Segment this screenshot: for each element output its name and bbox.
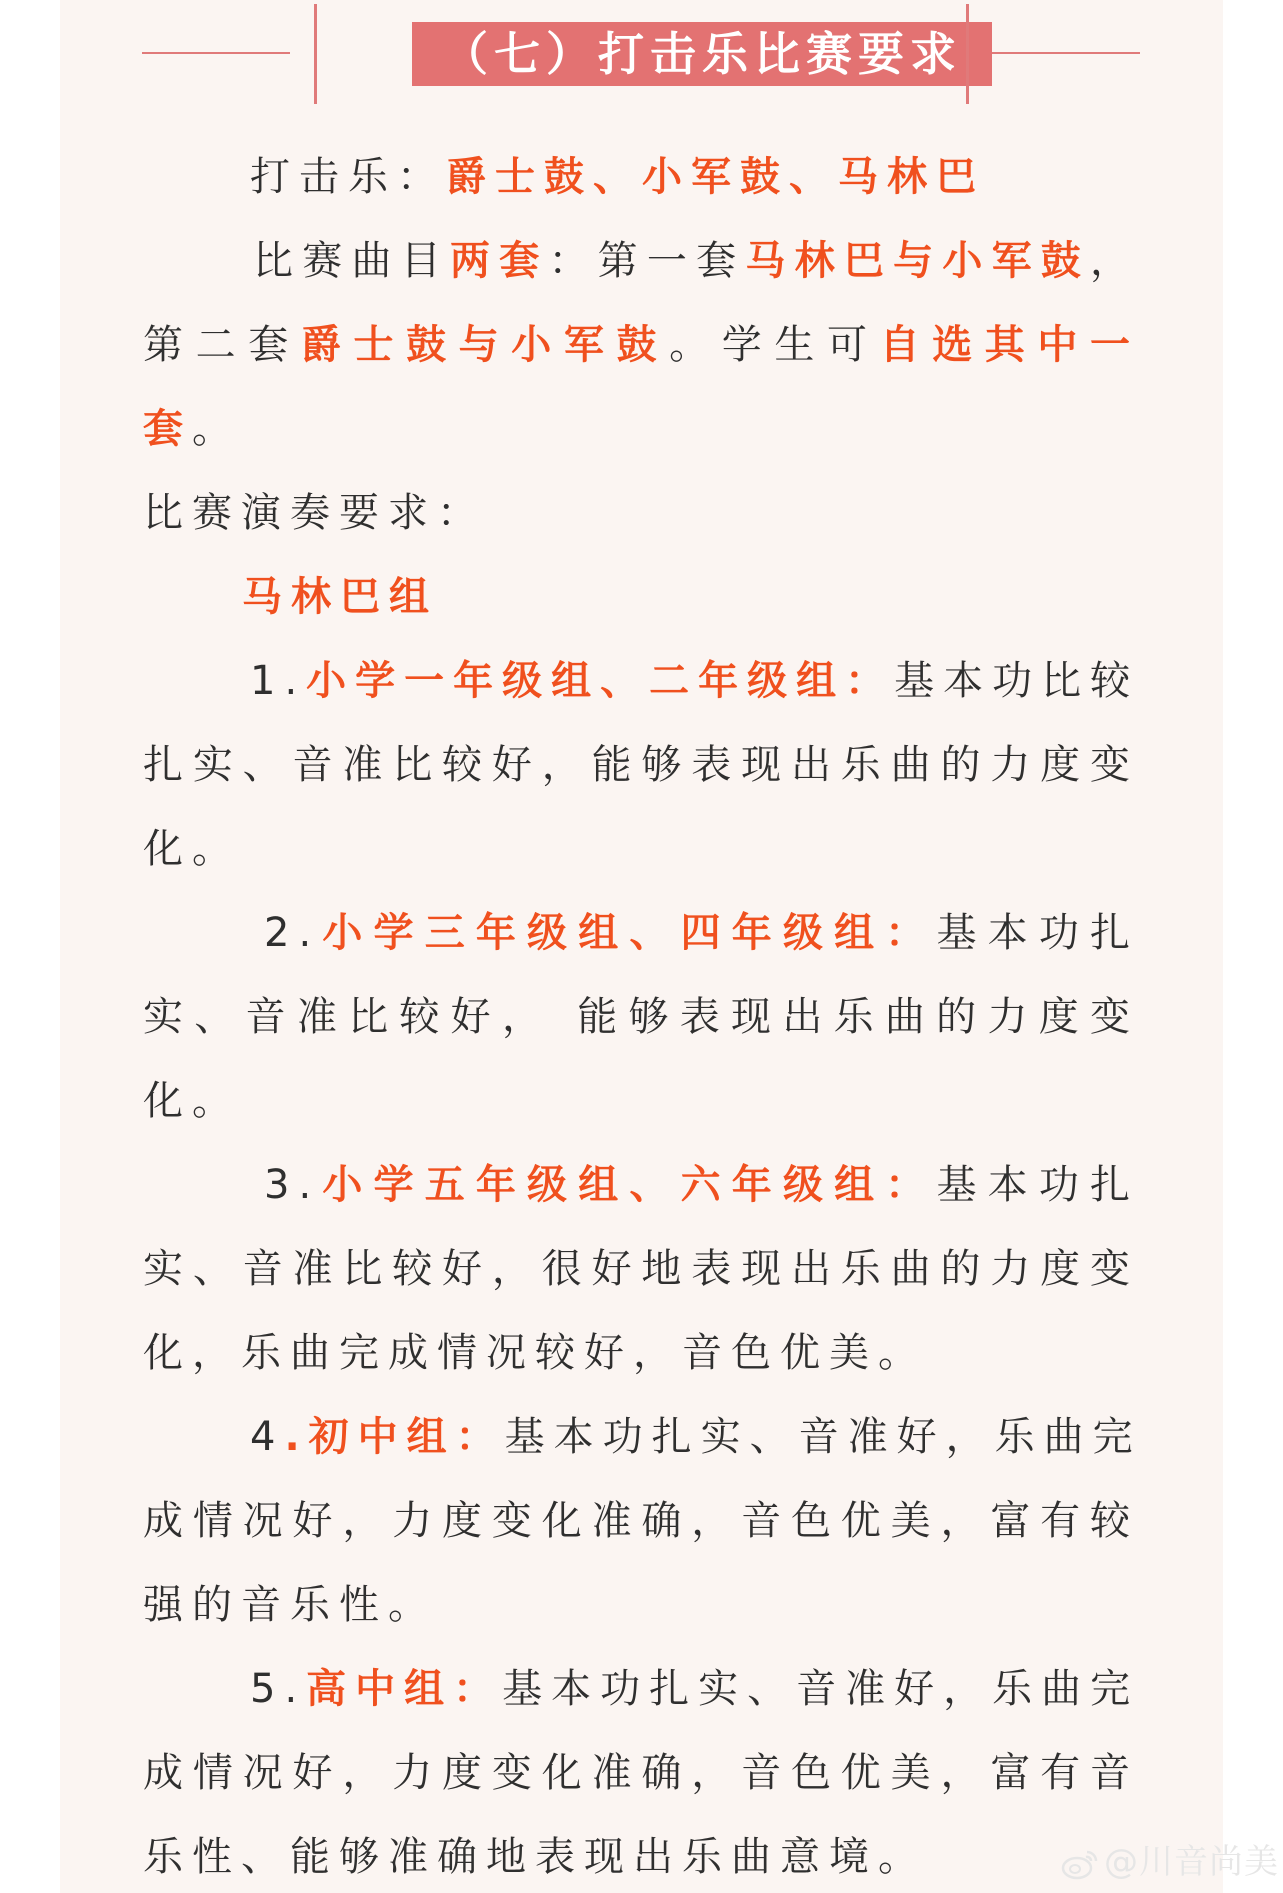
item-1-line-3: 化。 — [143, 826, 241, 872]
item-number: 1. — [250, 658, 307, 704]
instruments-label: 打击乐： — [250, 154, 446, 200]
item-number: 2. — [264, 910, 321, 956]
pieces-highlight: 自选其中一 — [879, 322, 1140, 368]
item-2-line-3: 化。 — [143, 1078, 241, 1124]
item-4-line-1 — [250, 1412, 1142, 1462]
pieces-line-3 — [143, 404, 241, 454]
weibo-watermark — [1060, 1834, 1279, 1883]
item-2-line-1 — [264, 908, 1139, 958]
item-text: 基本功扎 — [936, 1162, 1140, 1208]
pieces-text: ：第一套 — [548, 238, 746, 284]
item-text: 基本功扎 — [936, 910, 1140, 956]
pieces-text: 。 — [192, 406, 241, 452]
left-bracket — [314, 4, 317, 104]
item-group: 高中组： — [306, 1666, 503, 1712]
requirements-heading: 比赛演奏要求： — [143, 490, 486, 536]
pieces-highlight: 爵士鼓与小军鼓 — [300, 322, 670, 368]
item-5-line-1 — [250, 1664, 1139, 1714]
item-number: 5. — [250, 1666, 307, 1712]
instruments-line — [250, 152, 985, 202]
item-5-line-2: 成情况好，力度变化准确，音色优美，富有音 — [143, 1750, 1139, 1796]
instruments-value: 爵士鼓、小军鼓、马林巴 — [446, 154, 985, 200]
weibo-icon — [1060, 1848, 1100, 1880]
item-text: 基本功扎实、音准好，乐曲完 — [502, 1666, 1140, 1712]
item-group: 小学三年级组、四年级组： — [320, 910, 937, 956]
item-number: 4 — [250, 1414, 285, 1460]
section-title: （七）打击乐比赛要求 — [412, 22, 992, 86]
pieces-text: 。学生可 — [669, 322, 880, 368]
item-2-line-2: 实、音准比较好， 能够表现出乐曲的力度变 — [143, 994, 1139, 1040]
item-5-line-3: 乐性、能够准确地表现出乐曲意境。 — [143, 1834, 927, 1880]
item-group: 小学五年级组、六年级组： — [320, 1162, 937, 1208]
item-number: 3. — [264, 1162, 321, 1208]
pieces-highlight: 套 — [143, 406, 192, 452]
item-3-line-2: 实、音准比较好，很好地表现出乐曲的力度变 — [143, 1246, 1139, 1292]
item-3-line-1 — [264, 1160, 1139, 1210]
item-group: .初中组： — [284, 1414, 505, 1460]
watermark-text: @川音尚美 — [1104, 1842, 1279, 1882]
item-4-line-3: 强的音乐性。 — [143, 1582, 437, 1628]
pieces-line-2 — [143, 320, 1139, 370]
pieces-text: 第二套 — [143, 322, 301, 368]
item-text: 基本功比较 — [894, 658, 1140, 704]
item-1-line-1 — [250, 656, 1139, 706]
pieces-highlight: 马林巴与小军鼓 — [745, 238, 1091, 284]
pieces-text: ， — [1090, 238, 1140, 284]
marimba-group-heading: 马林巴组 — [242, 574, 438, 620]
item-4-line-2: 成情况好，力度变化准确，音色优美，富有较 — [143, 1498, 1139, 1544]
right-divider — [992, 52, 1140, 54]
item-text: 基本功扎实、音准好，乐曲完 — [504, 1414, 1142, 1460]
left-divider — [142, 52, 290, 54]
pieces-highlight: 两套 — [449, 238, 549, 284]
pieces-line-1 — [253, 236, 1139, 286]
item-1-line-2: 扎实、音准比较好，能够表现出乐曲的力度变 — [143, 742, 1139, 788]
right-bracket — [966, 4, 969, 104]
item-group: 小学一年级组、二年级组： — [306, 658, 895, 704]
item-3-line-3: 化，乐曲完成情况较好，音色优美。 — [143, 1330, 927, 1376]
pieces-text: 比赛曲目 — [253, 238, 450, 284]
